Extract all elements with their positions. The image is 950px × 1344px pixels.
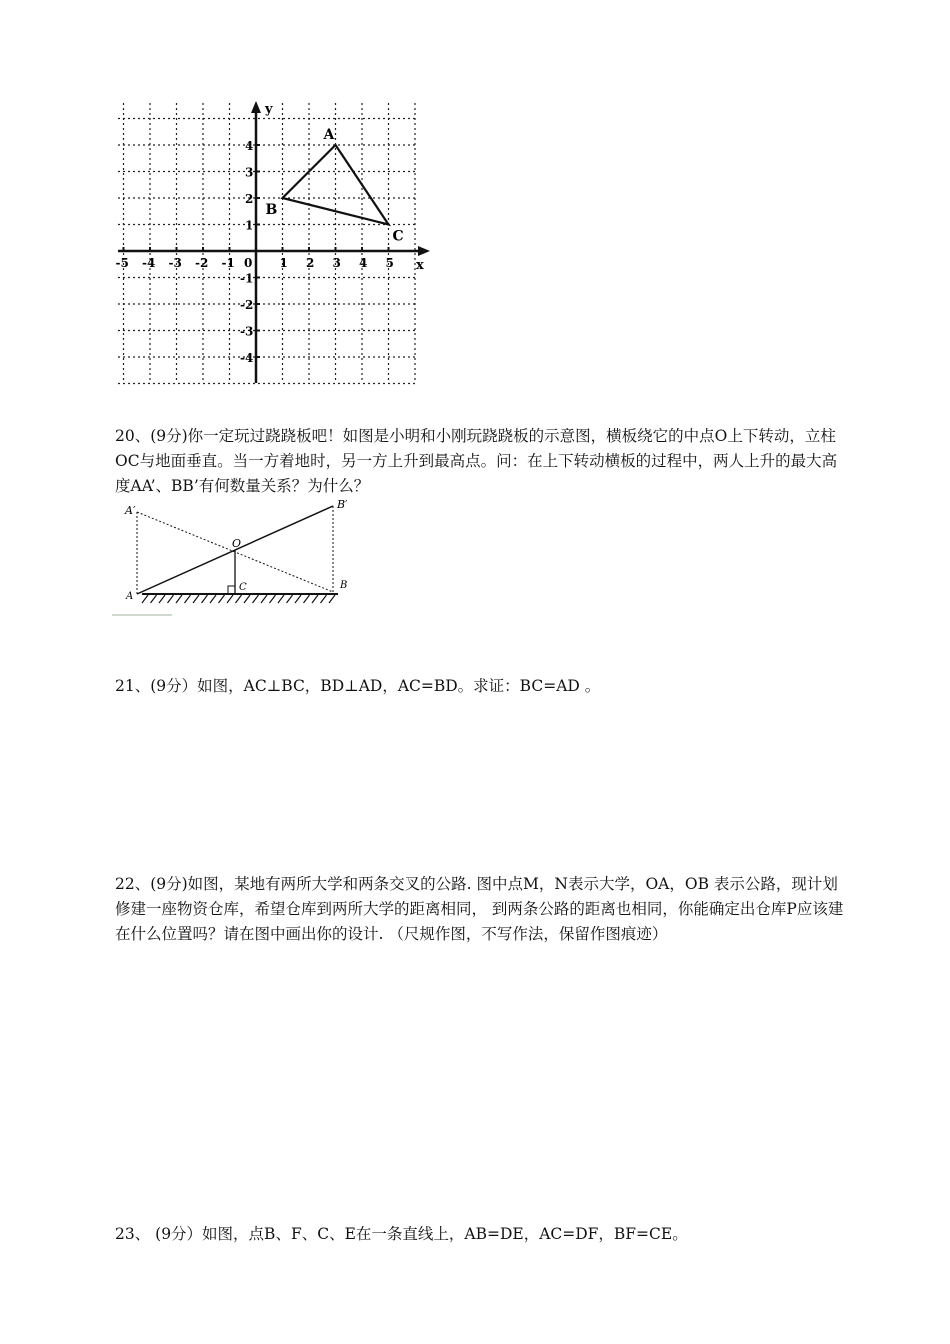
question-20 (115, 424, 845, 499)
x-tick-label: -3 (168, 256, 182, 270)
hatch-stroke (270, 595, 276, 603)
tick-labels (116, 102, 425, 365)
hatch-stroke (227, 595, 233, 603)
x-tick-label: 2 (306, 256, 315, 270)
hatch-stroke (244, 595, 250, 603)
seesaw-figure (112, 495, 347, 617)
hatch-stroke (287, 595, 293, 603)
label-a-prime: A′ (125, 504, 136, 517)
hatch-stroke (321, 595, 327, 603)
y-axis-label: y (265, 102, 273, 117)
hatch-stroke (253, 595, 259, 603)
question-23 (115, 1222, 845, 1247)
hatch-stroke (151, 595, 157, 603)
question-21-text: 21、(9分）如图，AC⊥BC，BD⊥AD，AC=BD。求证：BC=AD 。 (115, 677, 601, 695)
origin-label: 0 (244, 256, 253, 270)
seesaw-svg (112, 495, 347, 617)
x-axis-arrow (418, 246, 430, 256)
right-angle-mark (228, 586, 235, 594)
x-tick-label: 4 (359, 256, 368, 270)
point-label-b: B (265, 202, 278, 218)
y-tick-label: -4 (240, 351, 254, 365)
hatch-stroke (295, 595, 301, 603)
y-tick-label: -1 (240, 271, 254, 286)
point-label-c: C (392, 228, 404, 245)
x-tick-label: 3 (332, 256, 341, 270)
question-20-text: 20、(9分)你一定玩过跷跷板吧！如图是小明和小刚玩跷跷板的示意图，横板绕它的中点O上下转动，立柱OC与地面垂直。当一方着地时，另一方上升到最高点。问：在上下转动横板的过程中，两人上升的最大高度AA’、BB’有何数量关系？为什么？ (115, 427, 838, 495)
hatch-stroke (219, 595, 225, 603)
hatch-stroke (202, 595, 208, 603)
triangle-abc (266, 127, 404, 245)
x-tick-label: -2 (195, 256, 209, 270)
hatch-stroke (261, 595, 267, 603)
question-23-text: 23、 (9分）如图，点B、F、C、E在一条直线上，AB=DE，AC=DF，BF=CE。 (115, 1225, 688, 1243)
x-tick-label: -1 (221, 256, 235, 270)
y-tick-label: -2 (240, 298, 254, 312)
axes (115, 101, 430, 383)
hatch-stroke (236, 595, 242, 603)
question-21 (115, 674, 845, 699)
x-tick-label: -4 (142, 256, 156, 270)
x-tick-label: 5 (385, 256, 394, 270)
hatch-stroke (142, 595, 148, 603)
x-tick-label: 1 (279, 256, 288, 270)
x-axis-label: x (416, 258, 424, 273)
question-22-text: 22、(9分)如图，某地有两所大学和两条交叉的公路. 图中点M，N表示大学，OA，OB 表示公路，现计划修建一座物资仓库，希望仓库到两所大学的距离相同， 到两条公路的距离也相同，你能确定出仓库P应该建在什么位置吗？请在图中画出你的设计. （尺规作图，不写作法，保留作图痕迹） (115, 875, 844, 943)
y-tick-label: 3 (245, 165, 254, 180)
hatch-stroke (185, 595, 191, 603)
hatch-stroke (210, 595, 216, 603)
hatch-stroke (329, 595, 335, 603)
hatch-stroke (176, 595, 182, 603)
label-o: O (232, 537, 242, 550)
y-tick-label: 1 (245, 218, 254, 233)
label-b-prime: B′ (337, 498, 347, 511)
hatch-stroke (159, 595, 165, 603)
point-label-a: A (323, 127, 335, 143)
hatch-stroke (278, 595, 284, 603)
coordinate-grid-figure (110, 95, 440, 390)
hatch-stroke (168, 595, 174, 603)
hatch-stroke (312, 595, 318, 603)
grid-lines (115, 103, 418, 384)
hatch-stroke (304, 595, 310, 603)
x-tick-label: -5 (115, 256, 129, 270)
ground-hatch (142, 595, 335, 603)
y-tick-label: 2 (245, 192, 254, 206)
y-tick-label: 4 (245, 139, 254, 153)
label-a: A (126, 591, 134, 602)
y-tick-label: -3 (240, 324, 254, 339)
label-b: B (340, 580, 347, 591)
question-22 (115, 872, 845, 947)
label-c: C (239, 582, 247, 593)
hatch-stroke (193, 595, 199, 603)
coordinate-grid-svg (110, 95, 440, 390)
y-axis-arrow (251, 101, 261, 113)
